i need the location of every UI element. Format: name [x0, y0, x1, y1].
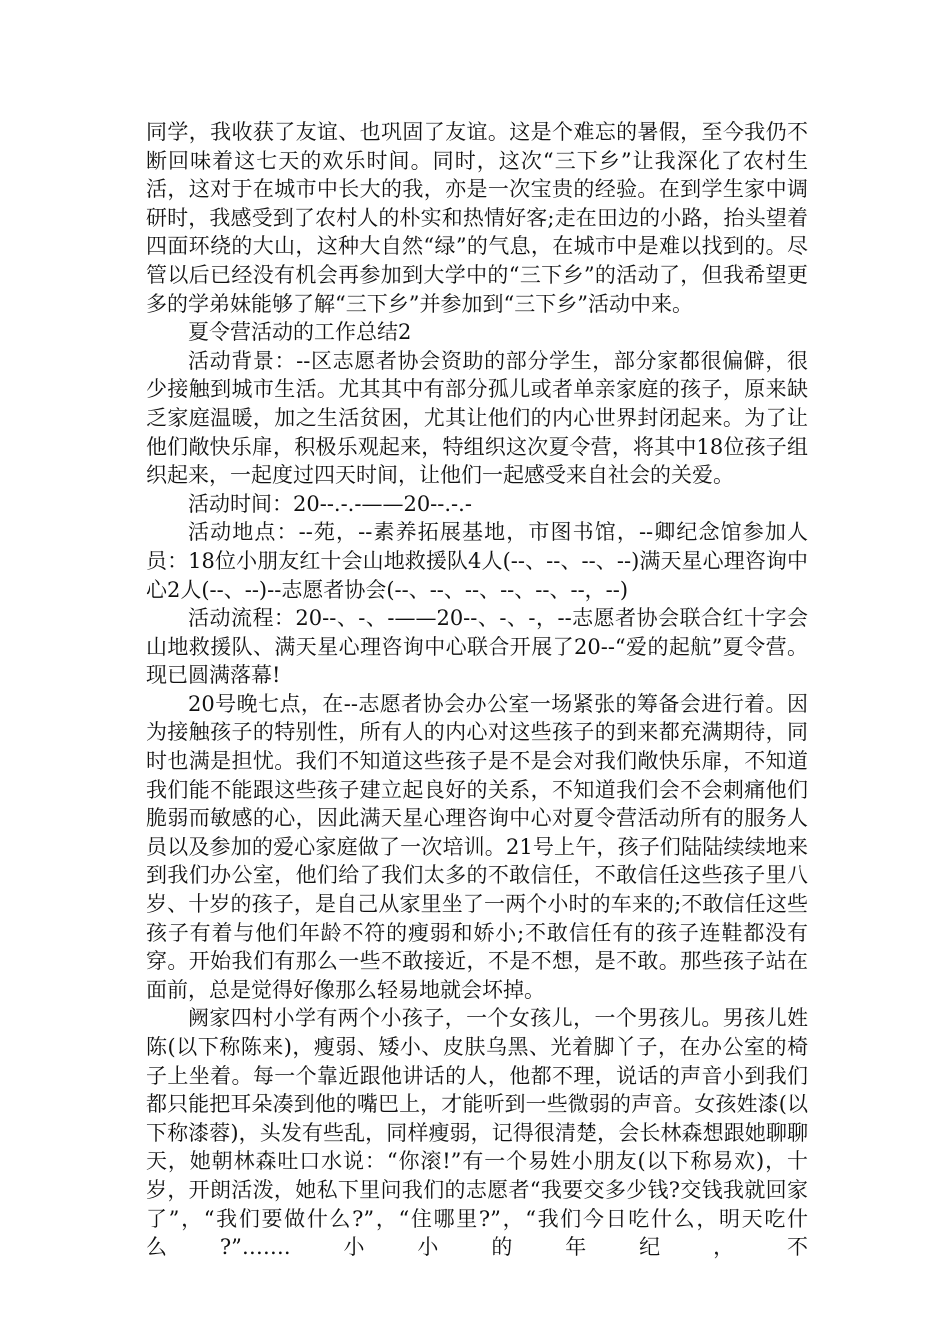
section-heading: 夏令营活动的工作总结2 — [188, 320, 412, 345]
paragraph-1: 同学，我收获了友谊、也巩固了友谊。这是个难忘的暑假，至今我仍不断回味着这七天的欢乐时间。同时，这次“三下乡”让我深化了农村生活，这对于在城市中长大的我，亦是一次宝贵的经验。在到学生家中调研时，我感受到了农村人的朴实和热情好客;走在田边的小路，抬头望着四面环绕的大山，这种大自然“绿”的气息，在城市中是难以找到的。尽管以后已经没有机会再参加到大学中的“三下乡”的活动了，但我希望更多的学弟妹能够了解“三下乡”并参加到“三下乡”活动中来。 — [146, 120, 808, 316]
paragraph-background: 活动背景：--区志愿者协会资助的部分学生，部分家都很偏僻，很少接触到城市生活。尤其其中有部分孤儿或者单亲家庭的孩子，原来缺乏家庭温暖，加之生活贫困，尤其让他们的内心世界封闭起来。为了让他们敞快乐扉，积极乐观起来，特组织这次夏令营，将其中18位孩子组织起来，一起度过四天时间，让他们一起感受来自社会的关爱。 — [146, 348, 808, 488]
paragraph-preparation: 20号晚七点，在--志愿者协会办公室一场紧张的筹备会进行着。因为接触孩子的特别性，所有人的内心对这些孩子的到来都充满期待，同时也满是担忧。我们不知道这些孩子是不是会对我们敞快乐扉，不知道我们能不能跟这些孩子建立起良好的关系，不知道我们会不会刺痛他们脆弱而敏感的心，因此满天星心理咨询中心对夏令营活动所有的服务人员以及参加的爱心家庭做了一次培训。21号上午，孩子们陆陆续续地来到我们办公室，他们给了我们太多的不敢信任，不敢信任这些孩子里八岁、十岁的孩子，是自己从家里坐了一两个小时的车来的;不敢信任这些孩子有着与他们年龄不符的瘦弱和娇小;不敢信任有的孩子连鞋都没有穿。开始我们有那么一些不敢接近，不是不想，是不敢。那些孩子站在面前，总是觉得好像那么轻易地就会坏掉。 — [146, 691, 808, 1002]
paragraph-children: 阙家四村小学有两个小孩子，一个女孩儿，一个男孩儿。男孩儿姓陈(以下称陈来)，瘦弱、矮小、皮肤乌黑、光着脚丫子，在办公室的椅子上坐着。每一个靠近跟他讲话的人，他都不理，说话的声音小到我们都只能把耳朵凑到他的嘴巴上，才能听到一些微弱的声音。女孩姓漆(以下称漆蓉)，头发有些乱，同样瘦弱，记得很清楚，会长林森想跟她聊聊天，她朝林森吐口水说：“你滚!”有一个易姓小朋友(以下称易欢)，十岁，开朗活泼，她私下里问我们的志愿者“我要交多少钱?交钱我就回家了”，“我们要做什么?”，“住哪里?”，“我们今日吃什么，明天吃什么?”…….小小的年纪，不 — [146, 1006, 808, 1260]
paragraph-time: 活动时间：20--.-.-——20--.-.- — [188, 491, 472, 516]
document-body — [146, 118, 808, 1262]
paragraph-process: 活动流程：20--、-、-——20--、-、-，--志愿者协会联合红十字会山地救援队、满天星心理咨询中心联合开展了20--“爱的起航”夏令营。现已圆满落幕! — [146, 606, 808, 688]
paragraph-location: 活动地点：--苑，--素养拓展基地，市图书馆，--卿纪念馆参加人员：18位小朋友红十会山地救援队4人(--、--、--、--)满天星心理咨询中心2人(--、--)--志愿者协会(--、--、--、--、--、--，--) — [146, 520, 808, 602]
